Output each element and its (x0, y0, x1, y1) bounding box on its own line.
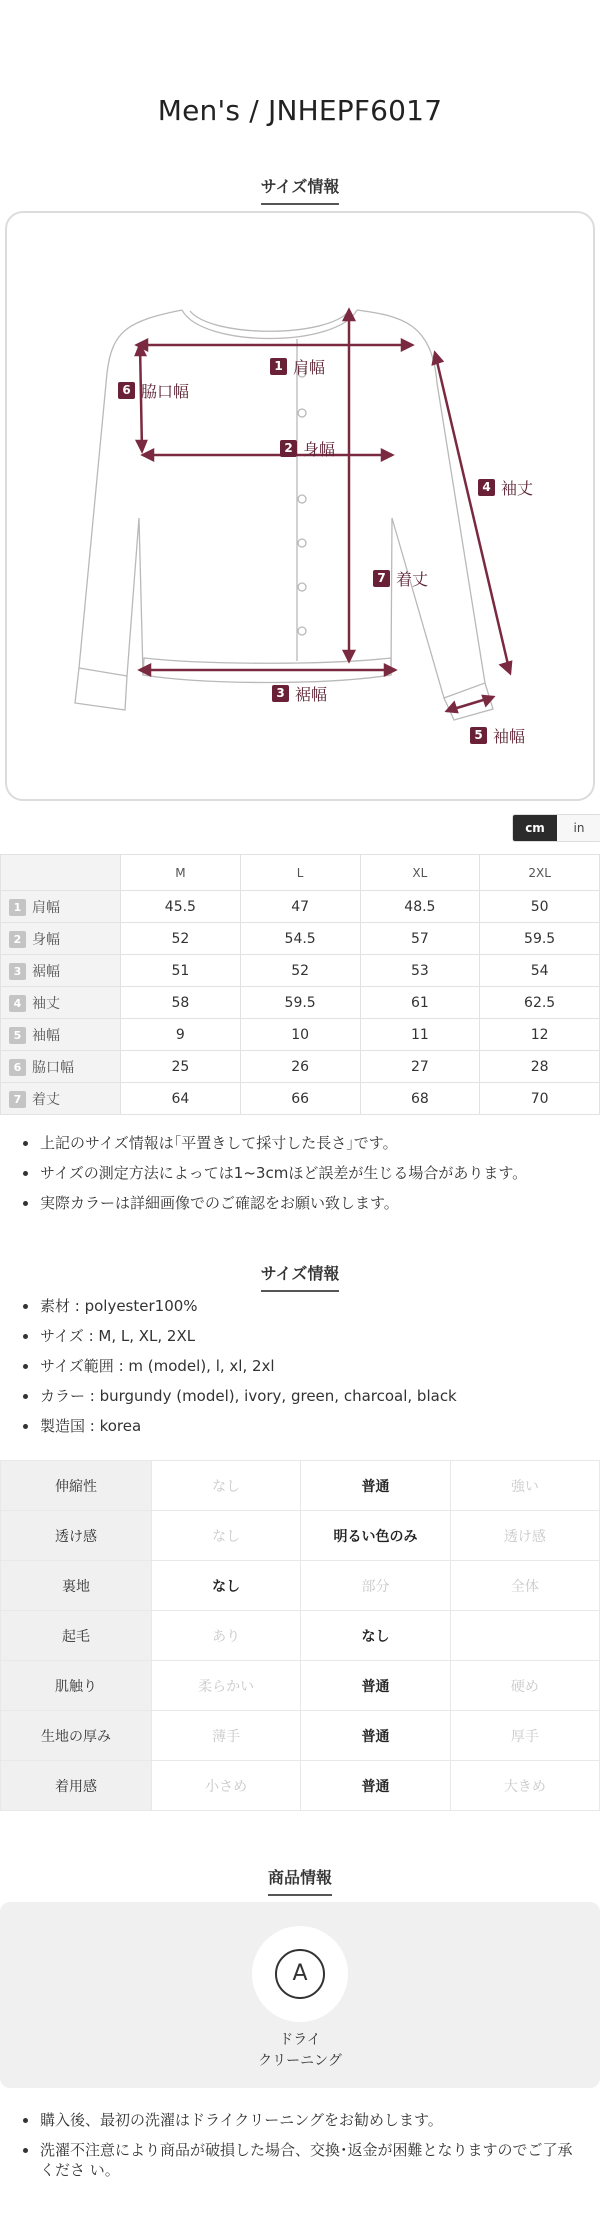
size-value-cell: 9 (121, 1019, 241, 1051)
measure-number: 2 (9, 931, 26, 948)
spec-item: サイズ範囲 : m (model), l, xl, 2xl (40, 1356, 585, 1376)
label-text: 着丈 (396, 570, 429, 589)
size-info-heading-text: サイズ情報 (261, 174, 340, 205)
diagram-label-hem (272, 682, 327, 705)
size-notes (40, 1133, 585, 1223)
size-value-cell: 52 (240, 955, 360, 987)
size-value-cell: 50 (480, 891, 600, 923)
arrow-head (402, 340, 412, 350)
fabric-feel-option: 薄手 (152, 1711, 301, 1761)
fabric-feel-label: 伸縮性 (1, 1461, 152, 1511)
size-value-cell: 11 (360, 1019, 480, 1051)
care-icon-circle (252, 1926, 348, 2022)
dry-clean-icon: A (275, 1949, 325, 1999)
label-text: 脇口幅 (141, 382, 190, 401)
size-value-cell: 54 (480, 955, 600, 987)
fabric-feel-option: なし (152, 1511, 301, 1561)
size-table-body (1, 891, 600, 1115)
fabric-feel-table (0, 1460, 600, 1811)
size-value-cell: 66 (240, 1083, 360, 1115)
size-value-cell: 58 (121, 987, 241, 1019)
label-number: 4 (478, 479, 495, 496)
diagram-label-sleeve-width (470, 724, 525, 747)
fabric-feel-label: 生地の厚み (1, 1711, 152, 1761)
unit-cm-button[interactable]: cm (513, 815, 557, 841)
measure-label (1, 1083, 121, 1115)
button (298, 409, 306, 417)
size-table-row (1, 923, 600, 955)
diagram-label-length (373, 567, 428, 590)
measure-label-text: 袖丈 (32, 995, 60, 1012)
measure-label-text: 脇口幅 (32, 1059, 74, 1076)
fabric-feel-option: 柔らかい (152, 1661, 301, 1711)
arrow-head (433, 353, 442, 364)
size-value-cell: 59.5 (480, 923, 600, 955)
unit-in-button[interactable]: in (557, 815, 600, 841)
measure-label-text: 裾幅 (32, 963, 60, 980)
fabric-feel-row (1, 1461, 600, 1511)
fabric-feel-option-selected: 普通 (301, 1761, 450, 1811)
arrow-head (143, 450, 153, 460)
fabric-feel-option: 強い (450, 1461, 599, 1511)
button (298, 539, 306, 547)
button (298, 495, 306, 503)
arrow-head (382, 450, 392, 460)
measure-label (1, 987, 121, 1019)
size-value-cell: 10 (240, 1019, 360, 1051)
fabric-feel-label: 肌触り (1, 1661, 152, 1711)
label-text: 裾幅 (295, 685, 328, 704)
button (298, 583, 306, 591)
fabric-feel-label: 起毛 (1, 1611, 152, 1661)
measure-label-text: 袖幅 (32, 1027, 60, 1044)
size-value-cell: 62.5 (480, 987, 600, 1019)
measure-label (1, 955, 121, 987)
label-text: 袖幅 (493, 727, 526, 746)
fabric-feel-row (1, 1511, 600, 1561)
measure-sleeve (435, 353, 510, 673)
fabric-feel-body (1, 1461, 600, 1811)
fabric-feel-row (1, 1761, 600, 1811)
measure-label (1, 1019, 121, 1051)
size-value-cell: 27 (360, 1051, 480, 1083)
size-value-cell: 57 (360, 923, 480, 955)
arrow-head (501, 662, 511, 673)
spec-item: カラー : burgundy (model), ivory, green, charcoal, black (40, 1386, 585, 1406)
size-note: 実際カラーは詳細画像でのご確認をお願い致します。 (40, 1193, 585, 1213)
fabric-feel-label: 裏地 (1, 1561, 152, 1611)
measure-number: 4 (9, 995, 26, 1012)
specs-heading-text: サイズ情報 (261, 1261, 340, 1292)
size-table-row (1, 1051, 600, 1083)
care-notes (40, 2110, 585, 2190)
label-text: 袖丈 (501, 479, 534, 498)
diagram-label-shoulder (270, 355, 325, 378)
collar-inner (190, 311, 349, 331)
size-value-cell: 28 (480, 1051, 600, 1083)
measure-label (1, 923, 121, 955)
fabric-feel-option: 部分 (301, 1561, 450, 1611)
fabric-feel-option-selected: 普通 (301, 1661, 450, 1711)
fabric-feel-option-selected: なし (152, 1561, 301, 1611)
spec-item: 製造国 : korea (40, 1416, 585, 1436)
size-header-2xl: 2XL (480, 855, 600, 891)
hem-band (143, 658, 391, 675)
spec-list (40, 1296, 585, 1446)
size-info-heading (0, 174, 600, 205)
button (298, 627, 306, 635)
cardigan-illustration (7, 213, 597, 803)
diagram-label-sleeve-length (478, 476, 533, 499)
fabric-feel-label: 着用感 (1, 1761, 152, 1811)
size-value-cell: 53 (360, 955, 480, 987)
care-label (0, 2030, 600, 2072)
label-text: 身幅 (303, 440, 336, 459)
size-table-row (1, 1083, 600, 1115)
label-number: 1 (270, 358, 287, 375)
fabric-feel-option: 小さめ (152, 1761, 301, 1811)
measure-label-text: 身幅 (32, 931, 60, 948)
measure-number: 1 (9, 899, 26, 916)
fabric-feel-option: あり (152, 1611, 301, 1661)
fabric-feel-row (1, 1561, 600, 1611)
fabric-feel-row (1, 1661, 600, 1711)
header-corner (1, 855, 121, 891)
fabric-feel-option (450, 1611, 599, 1661)
size-value-cell: 45.5 (121, 891, 241, 923)
care-label-line1: ドライ (279, 2032, 321, 2048)
fabric-feel-option-selected: 明るい色のみ (301, 1511, 450, 1561)
measure-number: 6 (9, 1059, 26, 1076)
size-header-l: L (240, 855, 360, 891)
arrow-head (137, 441, 146, 451)
size-value-cell: 70 (480, 1083, 600, 1115)
size-note: サイズの測定方法によっては1~3cmほど誤差が生じる場合があります。 (40, 1163, 585, 1183)
size-value-cell: 61 (360, 987, 480, 1019)
fabric-feel-option-selected: なし (301, 1611, 450, 1661)
page-title: Men's / JNHEPF6017 (157, 94, 443, 127)
size-value-cell: 25 (121, 1051, 241, 1083)
size-value-cell: 26 (240, 1051, 360, 1083)
care-label-line2: クリーニング (258, 2053, 342, 2069)
measure-number: 3 (9, 963, 26, 980)
size-value-cell: 47 (240, 891, 360, 923)
label-number: 6 (118, 382, 135, 399)
diagram-label-chest (280, 437, 335, 460)
size-note: 上記のサイズ情報は｢平置きして採寸した長さ｣です。 (40, 1133, 585, 1153)
care-box (0, 1902, 600, 2088)
specs-heading (0, 1261, 600, 1292)
size-table-header (1, 855, 600, 891)
fabric-feel-option-selected: 普通 (301, 1711, 450, 1761)
measure-label-text: 着丈 (32, 1091, 60, 1108)
label-number: 5 (470, 727, 487, 744)
fabric-feel-option: 厚手 (450, 1711, 599, 1761)
buttons (298, 369, 306, 635)
size-table-row (1, 987, 600, 1019)
arrow-head (344, 310, 354, 320)
arrow-head (385, 665, 395, 675)
size-value-cell: 12 (480, 1019, 600, 1051)
product-info-heading-text: 商品情報 (268, 1865, 332, 1896)
fabric-feel-option: 硬め (450, 1661, 599, 1711)
arrow-head (140, 665, 150, 675)
size-table-row (1, 1019, 600, 1051)
diagram-label-armhole (118, 379, 189, 402)
label-number: 2 (280, 440, 297, 457)
size-value-cell: 64 (121, 1083, 241, 1115)
label-number: 3 (272, 685, 289, 702)
care-note: 購入後、最初の洗濯はドライクリーニングをお勧めします。 (40, 2110, 585, 2130)
fabric-feel-option: 透け感 (450, 1511, 599, 1561)
size-value-cell: 52 (121, 923, 241, 955)
label-text: 肩幅 (293, 358, 326, 377)
size-value-cell: 48.5 (360, 891, 480, 923)
size-header-xl: XL (360, 855, 480, 891)
spec-item: サイズ : M, L, XL, 2XL (40, 1326, 585, 1346)
unit-toggle (512, 814, 600, 842)
size-table (0, 854, 600, 1115)
arrow-head (447, 703, 457, 712)
size-diagram (5, 211, 595, 801)
fabric-feel-option: 全体 (450, 1561, 599, 1611)
size-table-row (1, 891, 600, 923)
collar-outline (182, 310, 357, 339)
spec-item: 素材 : polyester100% (40, 1296, 585, 1316)
size-table-row (1, 955, 600, 987)
fabric-feel-option: 大きめ (450, 1761, 599, 1811)
fabric-feel-option-selected: 普通 (301, 1461, 450, 1511)
label-number: 7 (373, 570, 390, 587)
arrow-head (344, 651, 354, 661)
measure-label (1, 891, 121, 923)
product-info-heading (0, 1865, 600, 1896)
size-value-cell: 51 (121, 955, 241, 987)
fabric-feel-row (1, 1611, 600, 1661)
care-note: 洗濯不注意により商品が破損した場合、交換･返金が困難となりますのでご了承くださ い。 (40, 2140, 585, 2180)
size-value-cell: 68 (360, 1083, 480, 1115)
fabric-feel-label: 透け感 (1, 1511, 152, 1561)
fabric-feel-option: なし (152, 1461, 301, 1511)
measure-label (1, 1051, 121, 1083)
size-value-cell: 59.5 (240, 987, 360, 1019)
size-value-cell: 54.5 (240, 923, 360, 955)
measure-number: 7 (9, 1091, 26, 1108)
measure-label-text: 肩幅 (32, 899, 60, 916)
measure-number: 5 (9, 1027, 26, 1044)
fabric-feel-row (1, 1711, 600, 1761)
size-header-m: M (121, 855, 241, 891)
